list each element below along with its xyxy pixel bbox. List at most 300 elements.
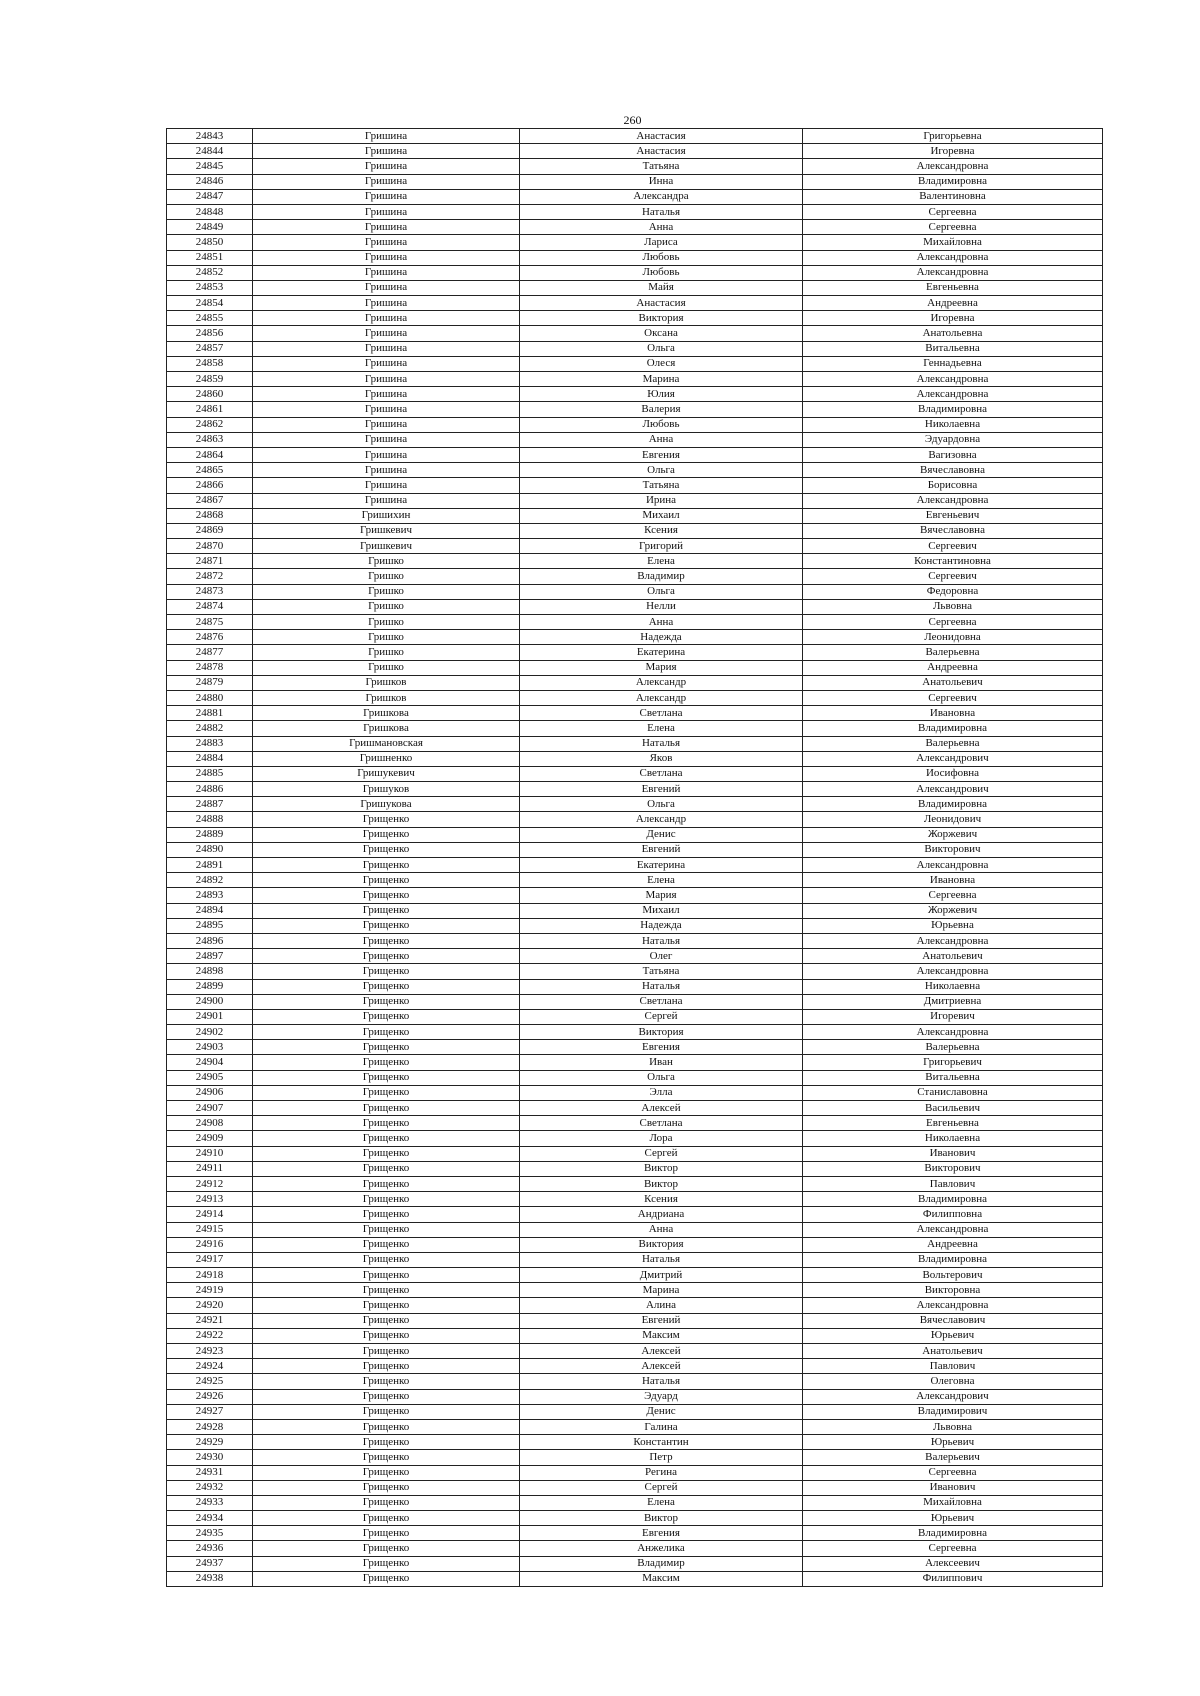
table-row xyxy=(167,690,1103,705)
record-number-cell: 24885 xyxy=(167,766,253,781)
record-number-cell: 24917 xyxy=(167,1252,253,1267)
record-number-cell: 24904 xyxy=(167,1055,253,1070)
patronymic-cell: Жоржевич xyxy=(803,827,1103,842)
record-number-cell: 24937 xyxy=(167,1556,253,1571)
last-name-cell: Грищенко xyxy=(253,1435,520,1450)
last-name-cell: Грищенко xyxy=(253,1070,520,1085)
patronymic-cell: Владимировна xyxy=(803,174,1103,189)
table-row xyxy=(167,660,1103,675)
table-row xyxy=(167,1571,1103,1586)
patronymic-cell: Жоржевич xyxy=(803,903,1103,918)
last-name-cell: Гришина xyxy=(253,387,520,402)
last-name-cell: Грищенко xyxy=(253,1404,520,1419)
first-name-cell: Ольга xyxy=(520,341,803,356)
first-name-cell: Михаил xyxy=(520,903,803,918)
record-number-cell: 24900 xyxy=(167,994,253,1009)
last-name-cell: Грищенко xyxy=(253,1252,520,1267)
record-number-cell: 24892 xyxy=(167,873,253,888)
patronymic-cell: Александровна xyxy=(803,1025,1103,1040)
table-row xyxy=(167,630,1103,645)
last-name-cell: Гришков xyxy=(253,675,520,690)
first-name-cell: Андриана xyxy=(520,1207,803,1222)
patronymic-cell: Николаевна xyxy=(803,1131,1103,1146)
last-name-cell: Грищенко xyxy=(253,888,520,903)
first-name-cell: Елена xyxy=(520,554,803,569)
patronymic-cell: Олеговна xyxy=(803,1374,1103,1389)
table-row xyxy=(167,1511,1103,1526)
table-row xyxy=(167,1116,1103,1131)
first-name-cell: Эдуард xyxy=(520,1389,803,1404)
first-name-cell: Ольга xyxy=(520,1070,803,1085)
table-row xyxy=(167,1222,1103,1237)
first-name-cell: Наталья xyxy=(520,1374,803,1389)
patronymic-cell: Юрьевич xyxy=(803,1511,1103,1526)
record-number-cell: 24846 xyxy=(167,174,253,189)
first-name-cell: Надежда xyxy=(520,630,803,645)
patronymic-cell: Анатольевич xyxy=(803,1344,1103,1359)
record-number-cell: 24890 xyxy=(167,842,253,857)
table-row xyxy=(167,1526,1103,1541)
last-name-cell: Гришина xyxy=(253,250,520,265)
last-name-cell: Грищенко xyxy=(253,1450,520,1465)
last-name-cell: Грищенко xyxy=(253,1040,520,1055)
record-number-cell: 24926 xyxy=(167,1389,253,1404)
record-number-cell: 24906 xyxy=(167,1085,253,1100)
table-row xyxy=(167,1283,1103,1298)
last-name-cell: Грищенко xyxy=(253,1161,520,1176)
first-name-cell: Екатерина xyxy=(520,645,803,660)
table-row xyxy=(167,1344,1103,1359)
first-name-cell: Лора xyxy=(520,1131,803,1146)
patronymic-cell: Анатольевич xyxy=(803,675,1103,690)
record-number-cell: 24930 xyxy=(167,1450,253,1465)
record-number-cell: 24855 xyxy=(167,311,253,326)
table-row xyxy=(167,1268,1103,1283)
table-row xyxy=(167,1237,1103,1252)
last-name-cell: Гришина xyxy=(253,280,520,295)
first-name-cell: Анастасия xyxy=(520,296,803,311)
first-name-cell: Алексей xyxy=(520,1359,803,1374)
last-name-cell: Грищенко xyxy=(253,1192,520,1207)
last-name-cell: Гришина xyxy=(253,478,520,493)
last-name-cell: Грищенко xyxy=(253,1495,520,1510)
last-name-cell: Грищенко xyxy=(253,918,520,933)
register-table xyxy=(166,128,1103,1587)
record-number-cell: 24877 xyxy=(167,645,253,660)
first-name-cell: Петр xyxy=(520,1450,803,1465)
table-row xyxy=(167,1359,1103,1374)
record-number-cell: 24859 xyxy=(167,372,253,387)
first-name-cell: Екатерина xyxy=(520,858,803,873)
patronymic-cell: Юрьевич xyxy=(803,1435,1103,1450)
first-name-cell: Наталья xyxy=(520,933,803,948)
table-row xyxy=(167,1556,1103,1571)
record-number-cell: 24907 xyxy=(167,1101,253,1116)
record-number-cell: 24928 xyxy=(167,1419,253,1434)
first-name-cell: Виктория xyxy=(520,1237,803,1252)
first-name-cell: Виктория xyxy=(520,1025,803,1040)
record-number-cell: 24905 xyxy=(167,1070,253,1085)
last-name-cell: Гришина xyxy=(253,432,520,447)
last-name-cell: Грищенко xyxy=(253,1313,520,1328)
patronymic-cell: Иванович xyxy=(803,1480,1103,1495)
patronymic-cell: Владимирович xyxy=(803,1404,1103,1419)
first-name-cell: Любовь xyxy=(520,250,803,265)
patronymic-cell: Леонидович xyxy=(803,812,1103,827)
table-row xyxy=(167,508,1103,523)
record-number-cell: 24862 xyxy=(167,417,253,432)
last-name-cell: Гришина xyxy=(253,463,520,478)
record-number-cell: 24918 xyxy=(167,1268,253,1283)
first-name-cell: Михаил xyxy=(520,508,803,523)
record-number-cell: 24935 xyxy=(167,1526,253,1541)
last-name-cell: Грищенко xyxy=(253,1328,520,1343)
first-name-cell: Анастасия xyxy=(520,129,803,144)
last-name-cell: Грищенко xyxy=(253,1556,520,1571)
last-name-cell: Гришко xyxy=(253,584,520,599)
last-name-cell: Грищенко xyxy=(253,1571,520,1586)
last-name-cell: Гришко xyxy=(253,554,520,569)
page-number: 260 xyxy=(623,113,642,127)
last-name-cell: Грищенко xyxy=(253,979,520,994)
patronymic-cell: Анатольевич xyxy=(803,949,1103,964)
table-row xyxy=(167,949,1103,964)
table-row xyxy=(167,447,1103,462)
table-row xyxy=(167,736,1103,751)
first-name-cell: Максим xyxy=(520,1571,803,1586)
first-name-cell: Татьяна xyxy=(520,478,803,493)
patronymic-cell: Дмитриевна xyxy=(803,994,1103,1009)
record-number-cell: 24899 xyxy=(167,979,253,994)
patronymic-cell: Сергеевна xyxy=(803,1465,1103,1480)
table-row xyxy=(167,387,1103,402)
patronymic-cell: Вячеславовна xyxy=(803,523,1103,538)
record-number-cell: 24852 xyxy=(167,265,253,280)
patronymic-cell: Михайловна xyxy=(803,1495,1103,1510)
first-name-cell: Ольга xyxy=(520,797,803,812)
last-name-cell: Гришина xyxy=(253,144,520,159)
record-number-cell: 24843 xyxy=(167,129,253,144)
first-name-cell: Майя xyxy=(520,280,803,295)
last-name-cell: Грищенко xyxy=(253,1344,520,1359)
last-name-cell: Грищенко xyxy=(253,994,520,1009)
patronymic-cell: Сергеевич xyxy=(803,569,1103,584)
last-name-cell: Грищенко xyxy=(253,949,520,964)
record-number-cell: 24882 xyxy=(167,721,253,736)
first-name-cell: Владимир xyxy=(520,569,803,584)
patronymic-cell: Геннадьевна xyxy=(803,356,1103,371)
first-name-cell: Евгения xyxy=(520,1040,803,1055)
record-number-cell: 24916 xyxy=(167,1237,253,1252)
patronymic-cell: Павлович xyxy=(803,1176,1103,1191)
last-name-cell: Грищенко xyxy=(253,873,520,888)
patronymic-cell: Александровна xyxy=(803,1298,1103,1313)
first-name-cell: Елена xyxy=(520,1495,803,1510)
last-name-cell: Грищенко xyxy=(253,1055,520,1070)
patronymic-cell: Сергеевич xyxy=(803,690,1103,705)
patronymic-cell: Владимировна xyxy=(803,1252,1103,1267)
patronymic-cell: Александровна xyxy=(803,387,1103,402)
last-name-cell: Гришина xyxy=(253,296,520,311)
table-row xyxy=(167,1131,1103,1146)
record-number-cell: 24866 xyxy=(167,478,253,493)
patronymic-cell: Юрьевна xyxy=(803,918,1103,933)
patronymic-cell: Евгеньевна xyxy=(803,1116,1103,1131)
last-name-cell: Грищенко xyxy=(253,1146,520,1161)
last-name-cell: Грищенко xyxy=(253,1237,520,1252)
first-name-cell: Татьяна xyxy=(520,964,803,979)
last-name-cell: Гришко xyxy=(253,569,520,584)
table-row xyxy=(167,569,1103,584)
record-number-cell: 24850 xyxy=(167,235,253,250)
first-name-cell: Марина xyxy=(520,372,803,387)
table-row xyxy=(167,326,1103,341)
first-name-cell: Наталья xyxy=(520,736,803,751)
table-row xyxy=(167,584,1103,599)
record-number-cell: 24898 xyxy=(167,964,253,979)
last-name-cell: Грищенко xyxy=(253,1009,520,1024)
table-row xyxy=(167,1389,1103,1404)
patronymic-cell: Сергеевна xyxy=(803,615,1103,630)
table-row xyxy=(167,979,1103,994)
patronymic-cell: Игоревна xyxy=(803,144,1103,159)
table-row xyxy=(167,721,1103,736)
table-row xyxy=(167,265,1103,280)
last-name-cell: Гришина xyxy=(253,341,520,356)
record-number-cell: 24910 xyxy=(167,1146,253,1161)
last-name-cell: Грищенко xyxy=(253,1419,520,1434)
record-number-cell: 24848 xyxy=(167,204,253,219)
patronymic-cell: Анатольевна xyxy=(803,326,1103,341)
record-number-cell: 24934 xyxy=(167,1511,253,1526)
last-name-cell: Грищенко xyxy=(253,1298,520,1313)
record-number-cell: 24913 xyxy=(167,1192,253,1207)
patronymic-cell: Александровна xyxy=(803,858,1103,873)
record-number-cell: 24895 xyxy=(167,918,253,933)
first-name-cell: Виктор xyxy=(520,1176,803,1191)
patronymic-cell: Григорьевич xyxy=(803,1055,1103,1070)
record-number-cell: 24911 xyxy=(167,1161,253,1176)
table-row xyxy=(167,341,1103,356)
last-name-cell: Грищенко xyxy=(253,842,520,857)
last-name-cell: Гришуков xyxy=(253,782,520,797)
last-name-cell: Гришихин xyxy=(253,508,520,523)
record-number-cell: 24884 xyxy=(167,751,253,766)
record-number-cell: 24936 xyxy=(167,1541,253,1556)
record-number-cell: 24889 xyxy=(167,827,253,842)
patronymic-cell: Витальевна xyxy=(803,1070,1103,1085)
last-name-cell: Грищенко xyxy=(253,933,520,948)
patronymic-cell: Ивановна xyxy=(803,873,1103,888)
record-number-cell: 24901 xyxy=(167,1009,253,1024)
last-name-cell: Гришина xyxy=(253,356,520,371)
first-name-cell: Александр xyxy=(520,675,803,690)
record-number-cell: 24878 xyxy=(167,660,253,675)
last-name-cell: Гришина xyxy=(253,493,520,508)
first-name-cell: Нелли xyxy=(520,599,803,614)
patronymic-cell: Павлович xyxy=(803,1359,1103,1374)
table-row xyxy=(167,827,1103,842)
table-row xyxy=(167,235,1103,250)
last-name-cell: Гришкова xyxy=(253,721,520,736)
record-number-cell: 24875 xyxy=(167,615,253,630)
first-name-cell: Алина xyxy=(520,1298,803,1313)
first-name-cell: Евгений xyxy=(520,842,803,857)
first-name-cell: Яков xyxy=(520,751,803,766)
table-row xyxy=(167,751,1103,766)
patronymic-cell: Сергеевич xyxy=(803,539,1103,554)
table-row xyxy=(167,1055,1103,1070)
first-name-cell: Светлана xyxy=(520,766,803,781)
last-name-cell: Гришков xyxy=(253,690,520,705)
record-number-cell: 24881 xyxy=(167,706,253,721)
table-row xyxy=(167,1070,1103,1085)
table-row xyxy=(167,615,1103,630)
record-number-cell: 24880 xyxy=(167,690,253,705)
table-row xyxy=(167,250,1103,265)
table-row xyxy=(167,204,1103,219)
first-name-cell: Валерия xyxy=(520,402,803,417)
table-row xyxy=(167,174,1103,189)
record-number-cell: 24854 xyxy=(167,296,253,311)
last-name-cell: Грищенко xyxy=(253,1511,520,1526)
last-name-cell: Гришина xyxy=(253,204,520,219)
first-name-cell: Елена xyxy=(520,721,803,736)
record-number-cell: 24933 xyxy=(167,1495,253,1510)
patronymic-cell: Александрович xyxy=(803,782,1103,797)
last-name-cell: Гришко xyxy=(253,645,520,660)
record-number-cell: 24927 xyxy=(167,1404,253,1419)
first-name-cell: Ольга xyxy=(520,584,803,599)
patronymic-cell: Александровна xyxy=(803,964,1103,979)
first-name-cell: Любовь xyxy=(520,265,803,280)
table-row xyxy=(167,417,1103,432)
first-name-cell: Евгений xyxy=(520,782,803,797)
record-number-cell: 24938 xyxy=(167,1571,253,1586)
patronymic-cell: Станиславовна xyxy=(803,1085,1103,1100)
record-number-cell: 24874 xyxy=(167,599,253,614)
first-name-cell: Алексей xyxy=(520,1344,803,1359)
table-row xyxy=(167,554,1103,569)
last-name-cell: Грищенко xyxy=(253,812,520,827)
first-name-cell: Галина xyxy=(520,1419,803,1434)
patronymic-cell: Федоровна xyxy=(803,584,1103,599)
patronymic-cell: Андреевна xyxy=(803,660,1103,675)
last-name-cell: Грищенко xyxy=(253,1101,520,1116)
record-number-cell: 24914 xyxy=(167,1207,253,1222)
first-name-cell: Елена xyxy=(520,873,803,888)
last-name-cell: Грищенко xyxy=(253,1283,520,1298)
patronymic-cell: Сергеевна xyxy=(803,220,1103,235)
table-row xyxy=(167,1192,1103,1207)
record-number-cell: 24912 xyxy=(167,1176,253,1191)
first-name-cell: Ксения xyxy=(520,1192,803,1207)
last-name-cell: Грищенко xyxy=(253,1268,520,1283)
patronymic-cell: Витальевна xyxy=(803,341,1103,356)
last-name-cell: Гришкевич xyxy=(253,539,520,554)
record-number-cell: 24865 xyxy=(167,463,253,478)
patronymic-cell: Владимировна xyxy=(803,1192,1103,1207)
patronymic-cell: Викторович xyxy=(803,1161,1103,1176)
table-row xyxy=(167,1025,1103,1040)
table-row xyxy=(167,356,1103,371)
record-number-cell: 24858 xyxy=(167,356,253,371)
patronymic-cell: Александровна xyxy=(803,933,1103,948)
first-name-cell: Регина xyxy=(520,1465,803,1480)
first-name-cell: Григорий xyxy=(520,539,803,554)
record-number-cell: 24845 xyxy=(167,159,253,174)
patronymic-cell: Игоревич xyxy=(803,1009,1103,1024)
table-row xyxy=(167,296,1103,311)
last-name-cell: Грищенко xyxy=(253,1222,520,1237)
first-name-cell: Денис xyxy=(520,827,803,842)
last-name-cell: Гришмановская xyxy=(253,736,520,751)
first-name-cell: Анна xyxy=(520,432,803,447)
last-name-cell: Гришина xyxy=(253,311,520,326)
last-name-cell: Грищенко xyxy=(253,1131,520,1146)
patronymic-cell: Вагизовна xyxy=(803,447,1103,462)
patronymic-cell: Леонидовна xyxy=(803,630,1103,645)
first-name-cell: Константин xyxy=(520,1435,803,1450)
table-row xyxy=(167,144,1103,159)
last-name-cell: Гришина xyxy=(253,372,520,387)
first-name-cell: Олеся xyxy=(520,356,803,371)
table-row xyxy=(167,842,1103,857)
table-row xyxy=(167,903,1103,918)
patronymic-cell: Филиппович xyxy=(803,1571,1103,1586)
table-row xyxy=(167,1040,1103,1055)
table-row xyxy=(167,478,1103,493)
last-name-cell: Грищенко xyxy=(253,964,520,979)
patronymic-cell: Александровна xyxy=(803,265,1103,280)
patronymic-cell: Васильевич xyxy=(803,1101,1103,1116)
patronymic-cell: Валентиновна xyxy=(803,189,1103,204)
record-number-cell: 24921 xyxy=(167,1313,253,1328)
table-row xyxy=(167,372,1103,387)
table-row xyxy=(167,432,1103,447)
record-number-cell: 24863 xyxy=(167,432,253,447)
table-row xyxy=(167,782,1103,797)
first-name-cell: Сергей xyxy=(520,1480,803,1495)
last-name-cell: Грищенко xyxy=(253,1465,520,1480)
table-row xyxy=(167,159,1103,174)
patronymic-cell: Владимировна xyxy=(803,402,1103,417)
first-name-cell: Владимир xyxy=(520,1556,803,1571)
patronymic-cell: Алексеевич xyxy=(803,1556,1103,1571)
record-number-cell: 24894 xyxy=(167,903,253,918)
patronymic-cell: Иосифовна xyxy=(803,766,1103,781)
table-row xyxy=(167,1161,1103,1176)
table-row xyxy=(167,918,1103,933)
record-number-cell: 24886 xyxy=(167,782,253,797)
first-name-cell: Ольга xyxy=(520,463,803,478)
last-name-cell: Грищенко xyxy=(253,1389,520,1404)
first-name-cell: Виктория xyxy=(520,311,803,326)
first-name-cell: Наталья xyxy=(520,1252,803,1267)
record-number-cell: 24870 xyxy=(167,539,253,554)
patronymic-cell: Борисовна xyxy=(803,478,1103,493)
table-row xyxy=(167,964,1103,979)
table-row xyxy=(167,311,1103,326)
last-name-cell: Гришина xyxy=(253,174,520,189)
record-number-cell: 24903 xyxy=(167,1040,253,1055)
table-row xyxy=(167,933,1103,948)
first-name-cell: Инна xyxy=(520,174,803,189)
record-number-cell: 24908 xyxy=(167,1116,253,1131)
table-row xyxy=(167,1495,1103,1510)
table-row xyxy=(167,1252,1103,1267)
table-row xyxy=(167,1085,1103,1100)
